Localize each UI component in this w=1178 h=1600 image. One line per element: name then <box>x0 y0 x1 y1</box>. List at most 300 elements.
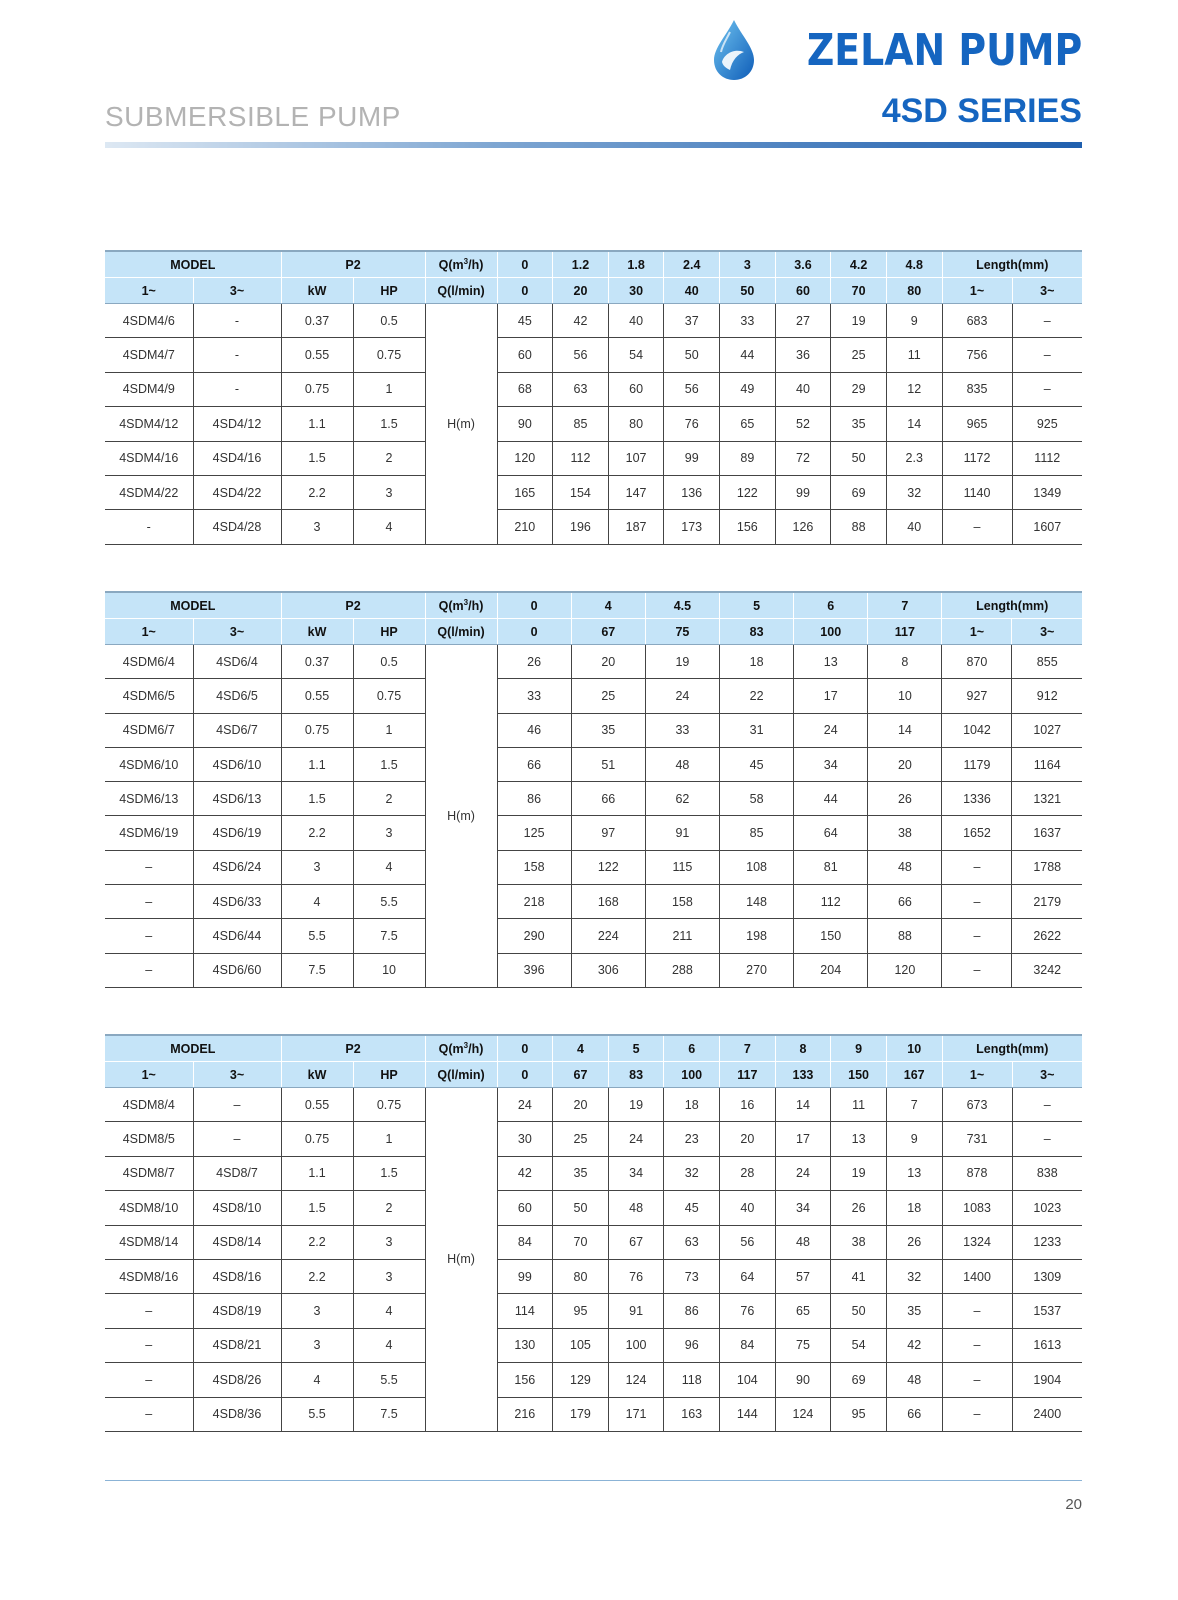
head-value: 58 <box>720 782 794 816</box>
head-value: 120 <box>497 441 553 475</box>
head-value: 69 <box>831 1363 887 1397</box>
model-three-phase: 4SD8/21 <box>193 1328 281 1362</box>
head-value: 34 <box>608 1156 664 1190</box>
flow-m3h-value: 2.4 <box>664 251 720 278</box>
head-value: 24 <box>608 1122 664 1156</box>
head-value: 81 <box>794 850 868 884</box>
flow-lmin-header: Q(l/min) <box>425 1062 497 1088</box>
hp-header: HP <box>353 619 425 645</box>
length-single-phase: – <box>942 1363 1012 1397</box>
length-single-phase: – <box>942 1328 1012 1362</box>
head-value: 173 <box>664 510 720 544</box>
header-row-flow-lmin <box>105 619 1082 645</box>
model-single-phase: 4SDM6/7 <box>105 713 193 747</box>
flow-m3h-value: 0 <box>497 1035 553 1062</box>
head-value: 12 <box>886 372 942 406</box>
length-three-phase: 1607 <box>1012 510 1082 544</box>
head-value: 76 <box>664 407 720 441</box>
power-kw: 3 <box>281 1328 353 1362</box>
head-value: 204 <box>794 953 868 987</box>
head-value: 35 <box>571 713 645 747</box>
power-hp: 4 <box>353 1328 425 1362</box>
length-single-phase: 731 <box>942 1122 1012 1156</box>
head-value: 66 <box>868 885 942 919</box>
power-kw: 5.5 <box>281 1397 353 1431</box>
flow-m3h-value: 4.2 <box>831 251 887 278</box>
head-value: 89 <box>720 441 776 475</box>
head-value: 14 <box>868 713 942 747</box>
flow-m3h-label-sup: 3 <box>463 256 469 266</box>
head-value: 107 <box>608 441 664 475</box>
model-single-phase: 4SDM4/16 <box>105 441 193 475</box>
power-hp: 1.5 <box>353 1156 425 1190</box>
flow-m3h-value: 10 <box>886 1035 942 1062</box>
head-value: 10 <box>868 679 942 713</box>
head-value: 20 <box>868 747 942 781</box>
model-three-phase: 4SD8/16 <box>193 1259 281 1293</box>
power-hp: 3 <box>353 475 425 509</box>
length-three-phase-header: 3~ <box>1012 1062 1082 1088</box>
power-hp: 2 <box>353 441 425 475</box>
length-single-phase: 870 <box>942 645 1012 679</box>
power-kw: 2.2 <box>281 1259 353 1293</box>
table-row <box>105 713 1082 747</box>
flow-m3h-value: 8 <box>775 1035 831 1062</box>
table-row <box>105 679 1082 713</box>
head-value: 25 <box>553 1122 609 1156</box>
power-hp: 1.5 <box>353 407 425 441</box>
head-value: 62 <box>645 782 719 816</box>
model-three-phase: 4SD6/19 <box>193 816 281 850</box>
head-value: 211 <box>645 919 719 953</box>
model-single-phase: – <box>105 1294 193 1328</box>
footer-divider <box>105 1480 1082 1481</box>
length-single-phase: – <box>942 850 1012 884</box>
head-value: 30 <box>497 1122 553 1156</box>
head-value: 196 <box>553 510 609 544</box>
head-value: 9 <box>886 304 942 338</box>
flow-m3h-label-pre: Q(m <box>438 1042 464 1057</box>
head-value: 63 <box>664 1225 720 1259</box>
head-value: 24 <box>794 713 868 747</box>
head-value: 44 <box>794 782 868 816</box>
head-value: 198 <box>720 919 794 953</box>
table-row <box>105 919 1082 953</box>
length-single-phase: 965 <box>942 407 1012 441</box>
head-value: 52 <box>775 407 831 441</box>
flow-lmin-value: 100 <box>794 619 868 645</box>
model-single-phase: – <box>105 850 193 884</box>
flow-m3h-value: 3.6 <box>775 251 831 278</box>
hp-header: HP <box>353 1062 425 1088</box>
head-value: 65 <box>775 1294 831 1328</box>
head-value: 67 <box>608 1225 664 1259</box>
head-value: 91 <box>608 1294 664 1328</box>
head-value: 64 <box>794 816 868 850</box>
head-value: 17 <box>775 1122 831 1156</box>
head-value: 29 <box>831 372 887 406</box>
head-value: 37 <box>664 304 720 338</box>
head-value: 40 <box>886 510 942 544</box>
power-hp: 3 <box>353 1225 425 1259</box>
head-value: 270 <box>720 953 794 987</box>
length-single-phase: 1172 <box>942 441 1012 475</box>
table-row <box>105 407 1082 441</box>
flow-m3h-value: 7 <box>720 1035 776 1062</box>
model-single-phase: 4SDM8/14 <box>105 1225 193 1259</box>
head-value: 60 <box>497 1191 553 1225</box>
head-value: 95 <box>553 1294 609 1328</box>
flow-m3h-value: 0 <box>497 592 571 619</box>
head-value: 147 <box>608 475 664 509</box>
length-single-phase: 1042 <box>942 713 1012 747</box>
head-value: 165 <box>497 475 553 509</box>
head-value: 66 <box>571 782 645 816</box>
table-row <box>105 645 1082 679</box>
head-value: 19 <box>831 1156 887 1190</box>
model-three-phase: 4SD4/28 <box>193 510 281 544</box>
power-kw: 0.75 <box>281 372 353 406</box>
power-hp: 1 <box>353 1122 425 1156</box>
power-hp: 7.5 <box>353 919 425 953</box>
head-value: 122 <box>720 475 776 509</box>
table-row <box>105 1191 1082 1225</box>
page-number: 20 <box>1065 1496 1082 1513</box>
power-kw: 0.55 <box>281 338 353 372</box>
power-kw: 0.75 <box>281 1122 353 1156</box>
power-kw: 7.5 <box>281 953 353 987</box>
table-row <box>105 475 1082 509</box>
model-header: MODEL <box>105 1035 281 1062</box>
head-value: 84 <box>497 1225 553 1259</box>
p2-header: P2 <box>281 1035 425 1062</box>
length-single-phase: 1652 <box>942 816 1012 850</box>
head-value: 38 <box>831 1225 887 1259</box>
length-three-phase: 1788 <box>1012 850 1082 884</box>
head-value: 85 <box>553 407 609 441</box>
length-three-phase: 1164 <box>1012 747 1082 781</box>
length-three-phase: 1112 <box>1012 441 1082 475</box>
model-three-phase: 4SD6/4 <box>193 645 281 679</box>
model-single-phase: 4SDM4/9 <box>105 372 193 406</box>
head-value: 20 <box>571 645 645 679</box>
head-value: 13 <box>794 645 868 679</box>
head-value: 35 <box>831 407 887 441</box>
power-kw: 1.5 <box>281 782 353 816</box>
head-value: 60 <box>608 372 664 406</box>
head-value: 97 <box>571 816 645 850</box>
length-three-phase: 1904 <box>1012 1363 1082 1397</box>
head-value: 60 <box>497 338 553 372</box>
flow-lmin-value: 100 <box>664 1062 720 1088</box>
head-value: 224 <box>571 919 645 953</box>
head-value: 91 <box>645 816 719 850</box>
head-value: 158 <box>497 850 571 884</box>
table-row <box>105 510 1082 544</box>
head-value: 76 <box>608 1259 664 1293</box>
model-single-phase: 4SDM8/4 <box>105 1088 193 1122</box>
head-value: 120 <box>868 953 942 987</box>
table-row <box>105 1259 1082 1293</box>
model-three-phase: 4SD6/24 <box>193 850 281 884</box>
model-single-phase: – <box>105 953 193 987</box>
head-value: 99 <box>664 441 720 475</box>
model-three-phase: 4SD8/7 <box>193 1156 281 1190</box>
flow-lmin-value: 83 <box>608 1062 664 1088</box>
power-kw: 0.75 <box>281 713 353 747</box>
head-value: 36 <box>775 338 831 372</box>
model-single-phase: 4SDM8/16 <box>105 1259 193 1293</box>
power-hp: 0.75 <box>353 338 425 372</box>
head-value: 179 <box>553 1397 609 1431</box>
head-value: 19 <box>831 304 887 338</box>
length-single-phase: – <box>942 919 1012 953</box>
head-value: 27 <box>775 304 831 338</box>
spec-table-4sd4 <box>105 250 1082 545</box>
model-three-phase: 4SD6/10 <box>193 747 281 781</box>
length-three-phase: 1349 <box>1012 475 1082 509</box>
head-value: 48 <box>886 1363 942 1397</box>
head-value: 40 <box>608 304 664 338</box>
power-kw: 3 <box>281 850 353 884</box>
head-value: 50 <box>553 1191 609 1225</box>
length-three-phase: 1233 <box>1012 1225 1082 1259</box>
flow-m3h-label-post: /h) <box>468 599 484 614</box>
kw-header: kW <box>281 619 353 645</box>
head-value: 26 <box>831 1191 887 1225</box>
power-hp: 3 <box>353 1259 425 1293</box>
power-kw: 5.5 <box>281 919 353 953</box>
flow-m3h-label-post: /h) <box>468 258 484 273</box>
flow-lmin-value: 117 <box>868 619 942 645</box>
head-value: 45 <box>664 1191 720 1225</box>
head-value: 35 <box>886 1294 942 1328</box>
head-value: 70 <box>553 1225 609 1259</box>
length-single-phase: 835 <box>942 372 1012 406</box>
power-kw: 3 <box>281 1294 353 1328</box>
model-three-phase: 4SD6/5 <box>193 679 281 713</box>
length-three-phase: 838 <box>1012 1156 1082 1190</box>
power-hp: 2 <box>353 1191 425 1225</box>
length-three-phase: 1321 <box>1012 782 1082 816</box>
flow-m3h-label-pre: Q(m <box>438 599 464 614</box>
head-value: 51 <box>571 747 645 781</box>
head-value: 7 <box>886 1088 942 1122</box>
head-value: 125 <box>497 816 571 850</box>
flow-lmin-header: Q(l/min) <box>425 619 497 645</box>
head-value: 48 <box>775 1225 831 1259</box>
flow-lmin-value: 40 <box>664 278 720 304</box>
head-value: 42 <box>497 1156 553 1190</box>
head-value: 20 <box>720 1122 776 1156</box>
model-three-phase: - <box>193 304 281 338</box>
model-three-phase: 4SD4/16 <box>193 441 281 475</box>
model-single-phase: 4SDM6/10 <box>105 747 193 781</box>
head-value: 11 <box>831 1088 887 1122</box>
flow-m3h-value: 1.8 <box>608 251 664 278</box>
head-value: 105 <box>553 1328 609 1362</box>
power-hp: 1 <box>353 713 425 747</box>
head-value: 66 <box>886 1397 942 1431</box>
model-single-phase: – <box>105 1397 193 1431</box>
head-value: 96 <box>664 1328 720 1362</box>
flow-m3h-value: 5 <box>608 1035 664 1062</box>
head-value: 84 <box>720 1328 776 1362</box>
table-row <box>105 1294 1082 1328</box>
length-single-phase: 927 <box>942 679 1012 713</box>
length-three-phase: 1023 <box>1012 1191 1082 1225</box>
length-single-phase-header: 1~ <box>942 1062 1012 1088</box>
head-value: 288 <box>645 953 719 987</box>
table-row <box>105 850 1082 884</box>
head-value: 11 <box>886 338 942 372</box>
length-three-phase: 925 <box>1012 407 1082 441</box>
length-three-phase: 1537 <box>1012 1294 1082 1328</box>
head-value: 23 <box>664 1122 720 1156</box>
model-single-phase: – <box>105 919 193 953</box>
head-value: 130 <box>497 1328 553 1362</box>
model-three-phase: 4SD8/19 <box>193 1294 281 1328</box>
length-single-phase: 1140 <box>942 475 1012 509</box>
flow-m3h-header <box>425 251 497 278</box>
head-value: 16 <box>720 1088 776 1122</box>
head-value: 26 <box>497 645 571 679</box>
flow-m3h-value: 4 <box>553 1035 609 1062</box>
head-value: 24 <box>497 1088 553 1122</box>
head-value: 33 <box>497 679 571 713</box>
model-three-phase: 4SD6/7 <box>193 713 281 747</box>
head-value: 38 <box>868 816 942 850</box>
power-hp: 0.75 <box>353 679 425 713</box>
length-single-phase: – <box>942 953 1012 987</box>
spec-table-4sd6 <box>105 591 1082 988</box>
kw-header: kW <box>281 278 353 304</box>
length-three-phase-header: 3~ <box>1012 619 1082 645</box>
length-single-phase: – <box>942 885 1012 919</box>
length-three-phase: 2622 <box>1012 919 1082 953</box>
length-single-phase: 878 <box>942 1156 1012 1190</box>
hp-header: HP <box>353 278 425 304</box>
head-value: 73 <box>664 1259 720 1293</box>
head-value: 99 <box>497 1259 553 1293</box>
flow-lmin-value: 67 <box>571 619 645 645</box>
flow-lmin-value: 60 <box>775 278 831 304</box>
head-value: 114 <box>497 1294 553 1328</box>
model-three-phase: 4SD8/36 <box>193 1397 281 1431</box>
table-row <box>105 747 1082 781</box>
head-value: 122 <box>571 850 645 884</box>
head-value: 90 <box>775 1363 831 1397</box>
length-single-phase-header: 1~ <box>942 278 1012 304</box>
header-divider <box>105 142 1082 148</box>
head-value: 88 <box>831 510 887 544</box>
power-hp: 1 <box>353 372 425 406</box>
table-row <box>105 782 1082 816</box>
length-three-phase: 1637 <box>1012 816 1082 850</box>
flow-m3h-label-post: /h) <box>468 1042 484 1057</box>
header-row-flow-lmin <box>105 1062 1082 1088</box>
head-value: 56 <box>664 372 720 406</box>
model-single-phase: 4SDM6/5 <box>105 679 193 713</box>
head-value: 118 <box>664 1363 720 1397</box>
three-phase-header: 3~ <box>193 278 281 304</box>
power-hp: 0.5 <box>353 645 425 679</box>
brand-name: ZELAN PUMP <box>806 24 1082 76</box>
model-single-phase: 4SDM4/22 <box>105 475 193 509</box>
length-three-phase: 855 <box>1012 645 1082 679</box>
table-row <box>105 1122 1082 1156</box>
length-three-phase: 1309 <box>1012 1259 1082 1293</box>
power-kw: 0.55 <box>281 1088 353 1122</box>
head-value: 8 <box>868 645 942 679</box>
length-header: Length(mm) <box>942 592 1082 619</box>
head-value: 290 <box>497 919 571 953</box>
table-row <box>105 304 1082 338</box>
length-single-phase: 673 <box>942 1088 1012 1122</box>
head-value: 41 <box>831 1259 887 1293</box>
length-single-phase-header: 1~ <box>942 619 1012 645</box>
head-value: 90 <box>497 407 553 441</box>
head-value: 65 <box>720 407 776 441</box>
head-value: 216 <box>497 1397 553 1431</box>
head-value: 49 <box>720 372 776 406</box>
flow-m3h-value: 6 <box>794 592 868 619</box>
model-single-phase: - <box>105 510 193 544</box>
flow-lmin-value: 30 <box>608 278 664 304</box>
model-single-phase: 4SDM4/7 <box>105 338 193 372</box>
head-value: 35 <box>553 1156 609 1190</box>
header-row-flow-m3h <box>105 251 1082 278</box>
model-three-phase: 4SD4/22 <box>193 475 281 509</box>
head-value: 50 <box>831 1294 887 1328</box>
model-single-phase: 4SDM6/4 <box>105 645 193 679</box>
flow-lmin-value: 150 <box>831 1062 887 1088</box>
single-phase-header: 1~ <box>105 1062 193 1088</box>
head-value: 18 <box>664 1088 720 1122</box>
head-value: 34 <box>775 1191 831 1225</box>
model-three-phase: - <box>193 372 281 406</box>
head-value: 88 <box>868 919 942 953</box>
model-single-phase: 4SDM6/19 <box>105 816 193 850</box>
head-value: 24 <box>645 679 719 713</box>
table-row <box>105 441 1082 475</box>
model-three-phase: 4SD6/33 <box>193 885 281 919</box>
head-value: 24 <box>775 1156 831 1190</box>
power-hp: 5.5 <box>353 1363 425 1397</box>
head-value: 40 <box>720 1191 776 1225</box>
flow-lmin-value: 75 <box>645 619 719 645</box>
head-value: 156 <box>720 510 776 544</box>
head-value: 19 <box>608 1088 664 1122</box>
header-row-flow-m3h <box>105 592 1082 619</box>
length-single-phase: 1179 <box>942 747 1012 781</box>
header-row-flow-m3h <box>105 1035 1082 1062</box>
head-value: 48 <box>645 747 719 781</box>
kw-header: kW <box>281 1062 353 1088</box>
power-hp: 0.5 <box>353 304 425 338</box>
head-value: 95 <box>831 1397 887 1431</box>
head-value: 50 <box>664 338 720 372</box>
length-single-phase: 683 <box>942 304 1012 338</box>
page-category-title: SUBMERSIBLE PUMP <box>105 101 401 132</box>
head-value: 129 <box>553 1363 609 1397</box>
head-value: 72 <box>775 441 831 475</box>
power-kw: 3 <box>281 510 353 544</box>
spec-table-4sd8 <box>105 1034 1082 1432</box>
single-phase-header: 1~ <box>105 278 193 304</box>
model-three-phase: 4SD8/14 <box>193 1225 281 1259</box>
table-row <box>105 338 1082 372</box>
